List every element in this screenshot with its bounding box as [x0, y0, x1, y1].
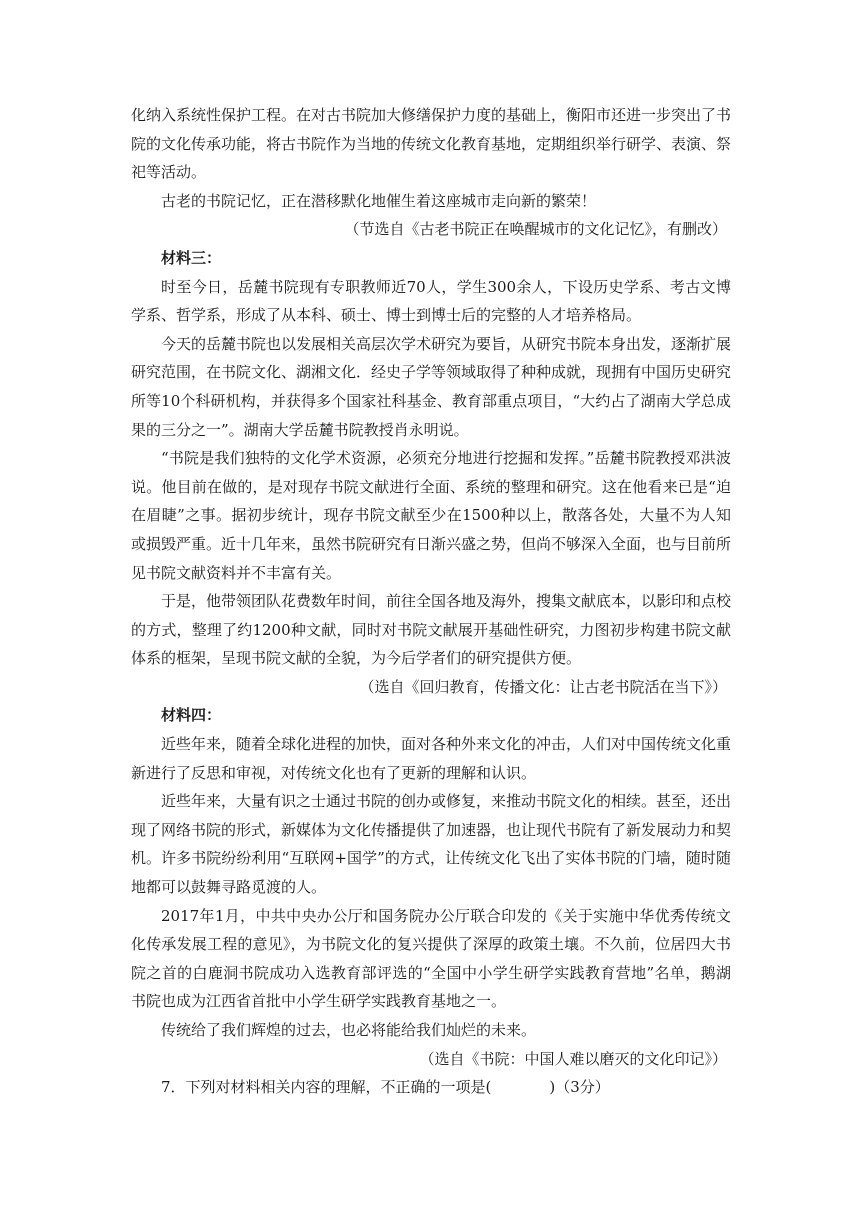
paragraph-5: “书院是我们独特的文化学术资源，必须充分地进行挖掘和发挥。”岳麓书院教授邓洪波说。他目前在做的，是对现存书院文献进行全面、系统的整理和研究。这在他看来已是“迫在眉睫”之事。据初步统计，现存书院文献至少在1500种以上，散落各处，大量不为人知或损毁严重。近十几年来，虽然书院研究有日渐兴盛之势，但尚不够深入全面，也与目前所见书院文献资料并不丰富有关。: [131, 449, 732, 582]
source-citation-1: （节选自《古老书院正在唤醒城市的文化记忆》，有删改）: [344, 220, 727, 239]
source-citation-2: （选自《回归教育，传播文化：让古老书院活在当下》）: [359, 677, 727, 696]
paragraph-3: 时至今日，岳麓书院现有专职教师近70人，学生300余人，下设历史学系、考古文博学系、哲学系，形成了从本科、硕士、博士到博士后的完整的人才培养格局。: [131, 277, 731, 325]
paragraph-8: 近些年来，大量有识之士通过书院的创办或修复，来推动书院文化的相续。甚至，还出现了网络书院的形式，新媒体为文化传播提供了加速器，也让现代书院有了新发展动力和契机。许多书院纷纷利用“互联网+国学”的方式，让传统文化飞出了实体书院的门墙，随时随地都可以鼓舞寻路觅渡的人。: [131, 792, 732, 897]
paragraph-6: 于是，他带领团队花费数年时间，前往全国各地及海外，搜集文献底本，以影印和点校的方式，整理了约1200种文献，同时对书院文献展开基础性研究，力图初步构建书院文献体系的框架，呈现书院文献的全貌，为今后学者们的研究提供方便。: [131, 592, 732, 668]
paragraph-1: 化纳入系统性保护工程。在对古书院加大修缮保护力度的基础上，衡阳市还进一步突出了书院的文化传承功能，将古书院作为当地的传统文化教育基地，定期组织举行研学、表演、祭祀等活动。: [131, 106, 732, 182]
paragraph-4: 今天的岳麓书院也以发展相关高层次学术研究为要旨，从研究书院本身出发，逐渐扩展研究范围，在书院文化、湖湘文化．经史子学等领域取得了种种成就，现拥有中国历史研究所等10个科研机构，并获得多个国家社科基金、教育部重点项目，“大约占了湖南大学总成果的三分之一”。湖南大学岳麓书院教授肖永明说。: [131, 334, 732, 439]
section-heading-material-4: 材料四：: [161, 706, 222, 725]
question-points: )（3分）: [549, 1078, 610, 1097]
section-heading-material-3: 材料三：: [161, 248, 222, 267]
source-citation-3: （选自《书院：中国人难以磨灭的文化印记》）: [419, 1049, 727, 1068]
document-body: [131, 101, 731, 1102]
paragraph-2: 古老的书院记忆，正在潜移默化地催生着这座城市走向新的繁荣！: [161, 191, 597, 210]
paragraph-9: 2017年1月，中共中央办公厅和国务院办公厅联合印发的《关于实施中华优秀传统文化传承发展工程的意见》，为书院文化的复兴提供了深厚的政策土壤。不久前，位居四大书院之首的白鹿洞书院成功入选教育部评选的“全国中小学生研学实践教育营地”名单，鹅湖书院也成为江西省首批中小学生研学实践教育基地之一。: [131, 906, 731, 1011]
paragraph-10: 传统给了我们辉煌的过去，也必将能给我们灿烂的未来。: [161, 1021, 537, 1039]
paragraph-7: 近些年来，随着全球化进程的加快，面对各种外来文化的冲击，人们对中国传统文化重新进行了反思和审视，对传统文化也有了更新的理解和认识。: [131, 735, 732, 782]
question-7: [131, 1073, 731, 1102]
question-number: 7．: [161, 1078, 186, 1097]
question-text: 下列对材料相关内容的理解，不正确的一项是(: [185, 1078, 492, 1097]
